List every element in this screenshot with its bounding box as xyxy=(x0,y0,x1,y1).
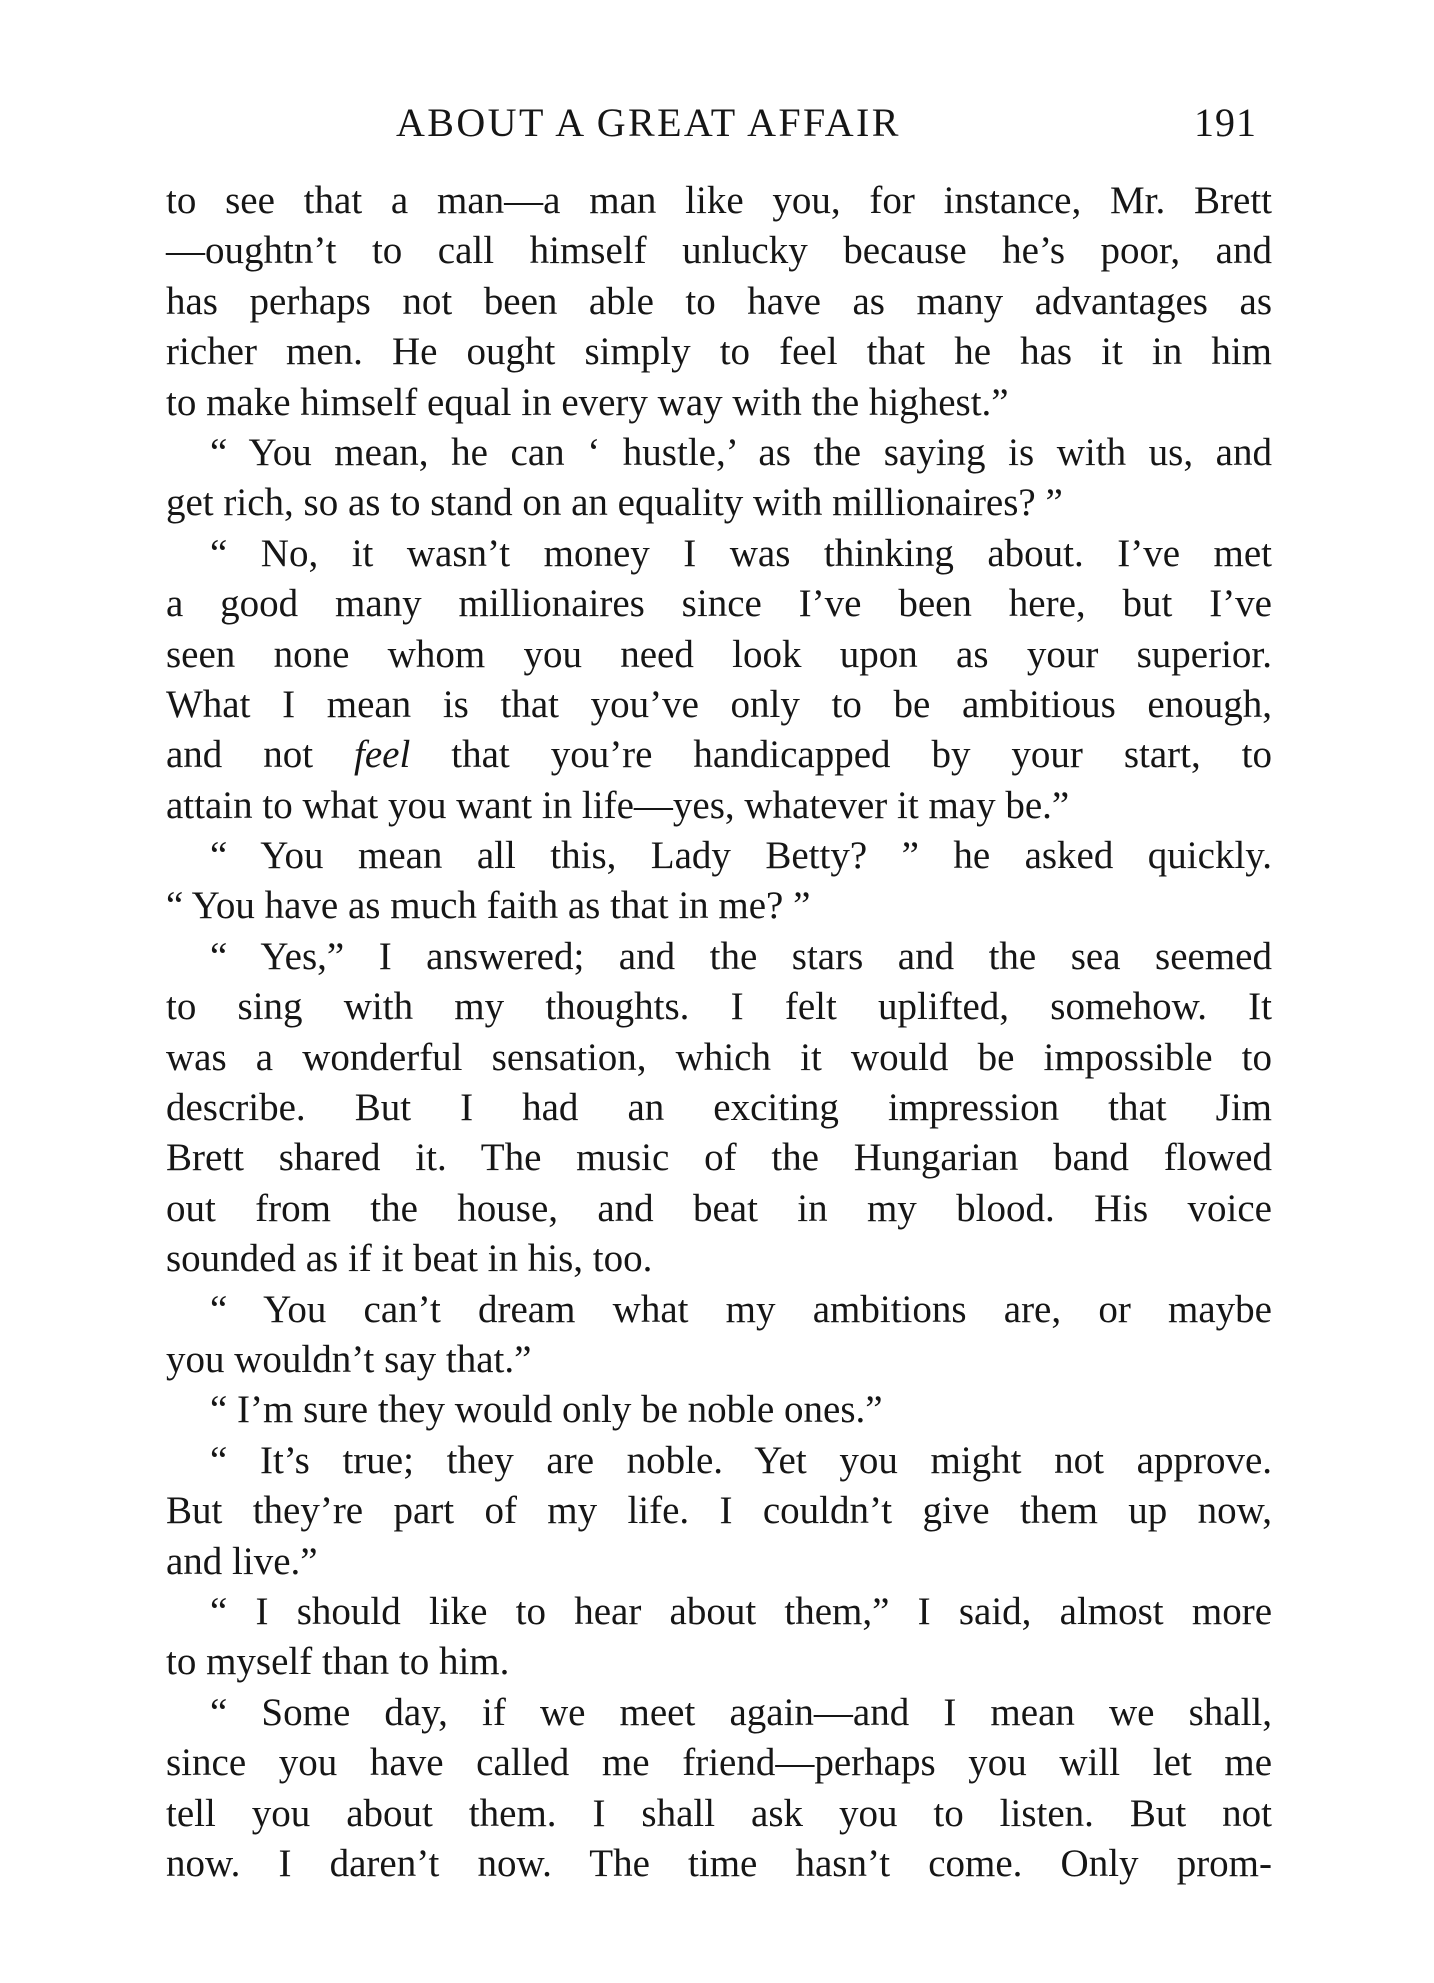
text-line: now. I daren’t now. The time hasn’t come. Only prom- xyxy=(166,1841,1272,1885)
text-line: and live.” xyxy=(166,1539,318,1583)
text-line: “ No, it wasn’t money I was thinking about. I’ve met xyxy=(210,531,1272,575)
running-title: ABOUT A GREAT AFFAIR xyxy=(396,100,901,145)
text-fragment: and not xyxy=(166,733,355,777)
text-line: a good many millionaires since I’ve been here, but I’ve xyxy=(166,582,1272,626)
text-line: tell you about them. I shall ask you to listen. But not xyxy=(166,1791,1272,1835)
text-line: “ It’s true; they are noble. Yet you might not approve. xyxy=(210,1438,1272,1482)
text-line: “ You have as much faith as that in me? ” xyxy=(166,884,811,928)
text-line: to myself than to him. xyxy=(166,1640,510,1684)
text-line: richer men. He ought simply to feel that he has it in him xyxy=(166,330,1272,374)
text-line: But they’re part of my life. I couldn’t give them up now, xyxy=(166,1489,1272,1533)
text-line: “ I should like to hear about them,” I said, almost more xyxy=(210,1589,1272,1633)
page-number: 191 xyxy=(1194,100,1257,145)
text-line: was a wonderful sensation, which it would be impossible to xyxy=(166,1035,1272,1079)
text-line: to make himself equal in every way with the highest.” xyxy=(166,380,1009,424)
text-line: to sing with my thoughts. I felt uplifted, somehow. It xyxy=(166,985,1272,1029)
text-line: attain to what you want in life—yes, whatever it may be.” xyxy=(166,783,1070,827)
text-line: “ Yes,” I answered; and the stars and the sea seemed xyxy=(210,934,1272,978)
text-line: since you have called me friend—perhaps you will let me xyxy=(166,1741,1272,1785)
text-line: has perhaps not been able to have as many advantages as xyxy=(166,279,1272,323)
text-line: seen none whom you need look upon as your superior. xyxy=(166,632,1272,676)
text-line: “ You mean, he can ‘ hustle,’ as the saying is with us, and xyxy=(210,430,1272,474)
italic-word: feel xyxy=(354,733,411,777)
text-line: out from the house, and beat in my blood. His voice xyxy=(166,1186,1272,1230)
text-line: Brett shared it. The music of the Hungarian band flowed xyxy=(166,1136,1272,1180)
text-line: to see that a man—a man like you, for instance, Mr. Brett xyxy=(166,179,1272,222)
text-line: sounded as if it beat in his, too. xyxy=(166,1237,653,1281)
text-line: —oughtn’t to call himself unlucky because he’s poor, and xyxy=(166,229,1272,273)
text-line: get rich, so as to stand on an equality with millionaires? ” xyxy=(166,481,1063,525)
text-line xyxy=(166,730,1272,780)
text-fragment: that you’re handicapped by your start, to xyxy=(410,733,1272,777)
text-line: “ I’m sure they would only be noble ones.” xyxy=(210,1388,883,1432)
text-line: you wouldn’t say that.” xyxy=(166,1337,532,1381)
text-line: “ You mean all this, Lady Betty? ” he asked quickly. xyxy=(210,834,1272,878)
text-line: describe. But I had an exciting impression that Jim xyxy=(166,1086,1272,1130)
body-text xyxy=(166,176,1272,1889)
text-line: “ Some day, if we meet again—and I mean we shall, xyxy=(210,1690,1272,1734)
text-line: What I mean is that you’ve only to be ambitious enough, xyxy=(166,682,1272,726)
text-line: “ You can’t dream what my ambitions are, or maybe xyxy=(210,1287,1272,1331)
running-header xyxy=(0,96,1434,156)
